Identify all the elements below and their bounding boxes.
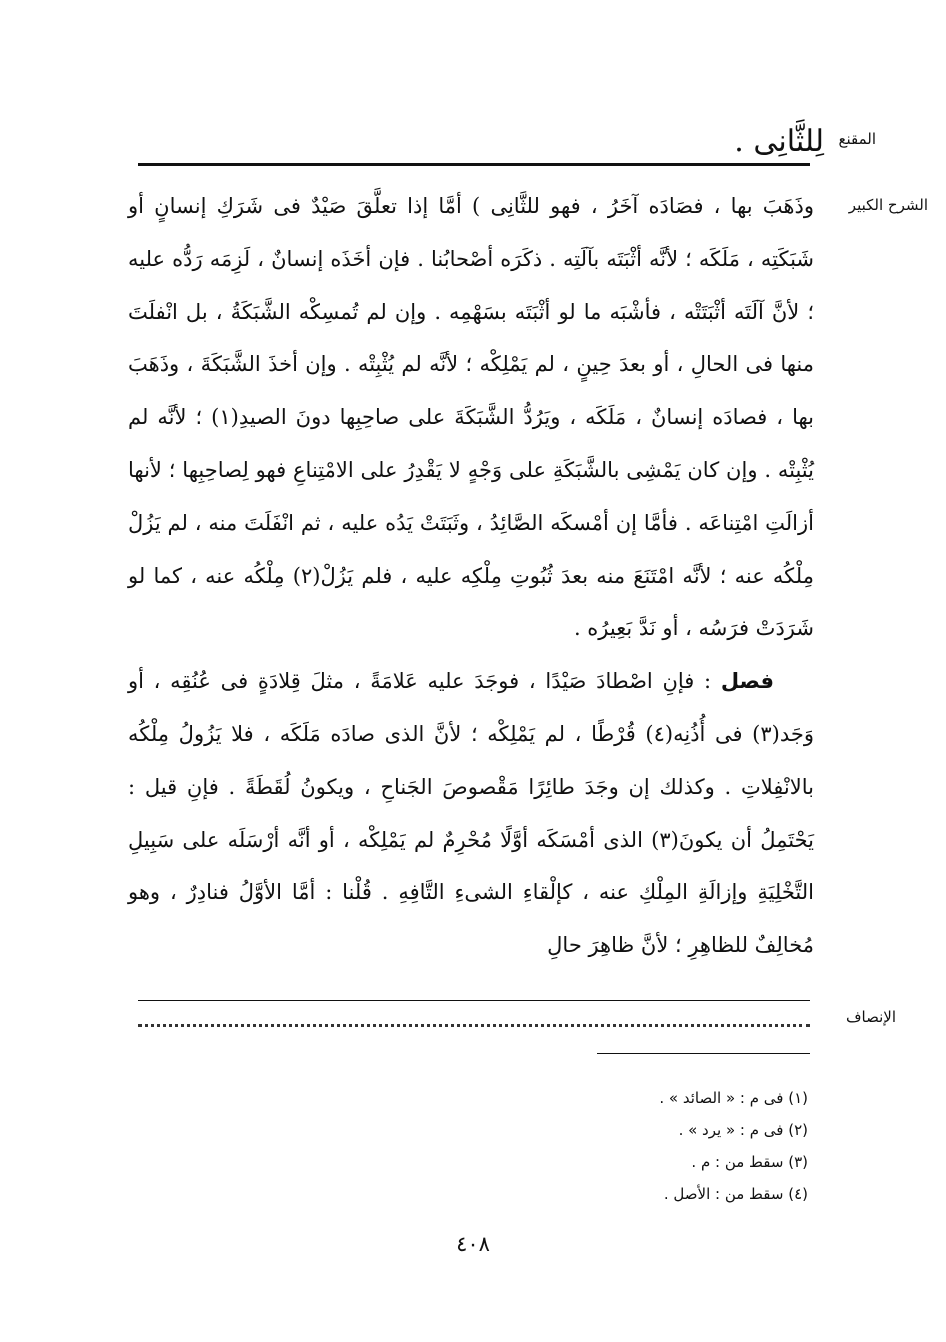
footnotes: [659, 1082, 808, 1210]
footnote-item: (٤) سقط من : الأصل .: [663, 1185, 808, 1203]
muqni-text: لِلثَّانِى .: [734, 124, 824, 159]
middle-divider: [138, 1000, 810, 1001]
sharh-label: الشرح الكبير: [848, 196, 928, 214]
fasl-heading: فصل: [720, 669, 774, 694]
footnote-divider: [597, 1053, 810, 1054]
footnote-item: (٣) سقط من : م .: [691, 1153, 808, 1171]
insaf-label: الإنصاف: [845, 1008, 896, 1026]
insaf-dotted-line: [138, 1024, 810, 1027]
footnote-item: (١) فى م : « الصائد » .: [659, 1089, 808, 1107]
sharh-paragraph: وذَهَبَ بها ، فصَادَه آخَرُ ، فهو للثَّانِى ) أمَّا إذا تعلَّقَ صَيْدٌ فى شَرَكِ إنسانٍ أو شَبَكَتِه ، مَلَكَه ؛ لأنَّه أثْبَتَه بآلَتِه . ذكَرَه أصْحابُنا . فإن أخَذَه إنسانٌ ، لَزِمَه رَدُّه عليه ؛ لأنَّ آلَتَه أثْبَتَتْه ، فأشْبَه ما لو أثْبَتَه بسَهْمِه . وإن لم تُمسِكْه الشَّبَكَةُ ، بل انْفلَتَ منها فى الحالِ ، أو بعدَ حِينٍ ، لم يَمْلِكْه ؛ لأنَّه لم يُثْبِتْه . وإن أخذَ الشَّبَكَةَ ، وذَهَبَ بها ، فصادَه إنسانٌ ، مَلَكَه ، ويَرُدُّ الشَّبَكَةَ على صاحِبِها دونَ الصيدِ(١) ؛ لأنَّه لم يُثْبِتْه . وإن كان يَمْشِى بالشَّبَكَةِ على وَجْهٍ لا يَقْدِرُ على الامْتِناعِ فهو لِصاحِبِها ؛ لأنها أزالَتِ امْتِناعَه . فأمَّا إن أمْسكَه الصَّائِدُ ، وثَبَتَتْ يَدُه عليه ، ثم انْفَلَتَ منه ، لم يَزُلْ مِلْكُه عنه ؛ لأنَّه امْتَنَعَ منه بعدَ ثُبُوتِ مِلْكِه عليه ، فلم يَزُلْ(٢) مِلْكُه عنه ، كما لو شَرَدَتْ فرَسُه ، أو نَدَّ بَعِيرُه .: [128, 194, 815, 641]
footnote-item: (٢) فى م : « يرد » .: [678, 1121, 808, 1139]
muqni-label: المقنع: [838, 130, 876, 148]
fasl-paragraph: [128, 655, 814, 972]
top-divider: [138, 163, 810, 166]
sharh-text-block: [128, 180, 814, 972]
page-number: ٤٠٨: [456, 1232, 490, 1256]
fasl-text: : فإنِ اصْطادَ صَيْدًا ، فوجَدَ عليه عَلامَةً ، مثلَ قِلادَةٍ فى عُنُقِه ، أو وَجَد(٣) فى أُذُنِه(٤) قُرْطًا ، لم يَمْلِكْه ؛ لأنَّ الذى صادَه مَلَكَه ، فلا يَزُولُ مِلْكُه بالانْفِلاتِ . وكذلك إن وجَدَ طائِرًا مَقْصوصَ الجَناحِ ، ويكونُ لُقَطَةً . فإنِ قيل : يَحْتَمِلُ أن يكونَ(٣) الذى أمْسَكَه أوَّلًا مُحْرِمٌ لم يَمْلِكْه ، أو أنَّه أرْسَلَه على سَبِيلِ التَّخْلِيَةِ وإزالَةِ المِلْكِ عنه ، كإلْقاءِ الشىءِ التَّافِهِ . قُلْنا : أمَّا الأوَّلُ فنادِرٌ ، وهو مُخالِفٌ للظاهِرِ ؛ لأنَّ ظاهِرَ حالِ: [128, 669, 815, 958]
